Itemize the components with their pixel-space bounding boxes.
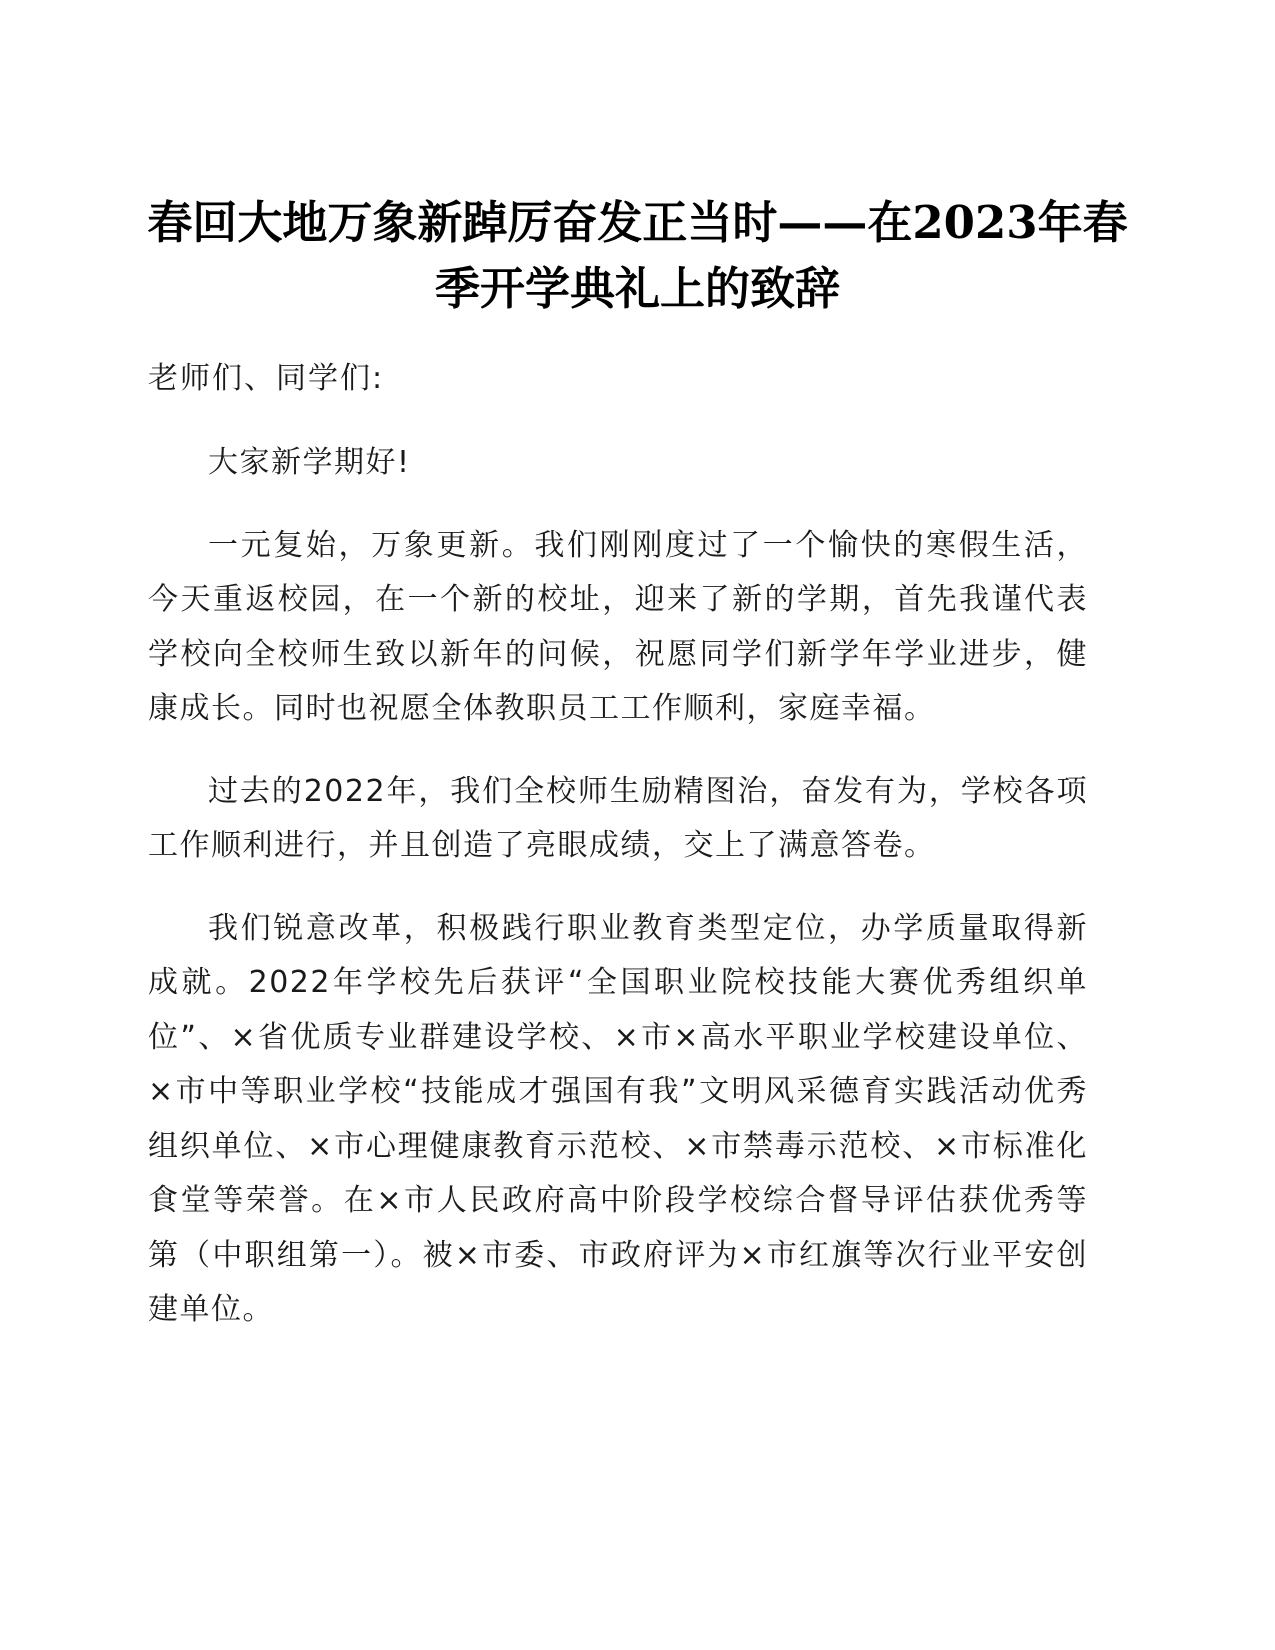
- paragraph-achievements: 我们锐意改革，积极践行职业教育类型定位，办学质量取得新成就。2022年学校先后获评“全国职业院校技能大赛优秀组织单位”、×省优质专业群建设学校、×市×高水平职业学校建设单位、×市中等职业学校“技能成才强国有我”文明风采德育实践活动优秀组织单位、×市心理健康教育示范校、×市禁毒示范校、×市标准化食堂等荣誉。在×市人民政府高中阶段学校综合督导评估获优秀等第（中职组第一）。被×市委、市政府评为×市红旗等次行业平安创建单位。: [148, 910, 1088, 1327]
- paragraph-past-year: 过去的2022年，我们全校师生励精图治，奋发有为，学校各项工作顺利进行，并且创造了亮眼成绩，交上了满意答卷。: [148, 773, 1088, 863]
- document-title: 春回大地万象新踔厉奋发正当时——在2023年春季开学典礼上的致辞: [147, 196, 1128, 315]
- salutation: 老师们、同学们:: [148, 361, 385, 396]
- document-body: [148, 350, 1088, 1338]
- paragraph-new-semester: 一元复始，万象更新。我们刚刚度过了一个愉快的寒假生活，今天重返校园，在一个新的校址，迎来了新的学期，首先我谨代表学校向全校师生致以新年的问候，祝愿同学们新学年学业进步，健康成长。同时也祝愿全体教职员工工作顺利，家庭幸福。: [148, 527, 1088, 726]
- paragraph-greeting: 大家新学期好!: [208, 445, 411, 480]
